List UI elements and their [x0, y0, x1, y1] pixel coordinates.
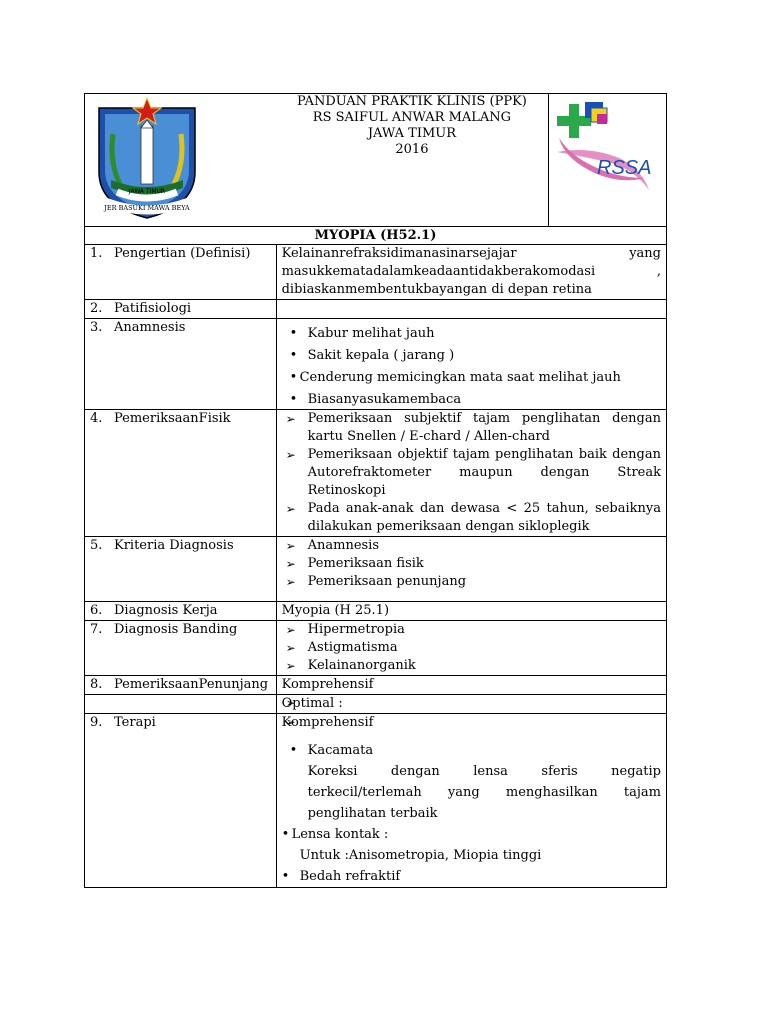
empty-cell	[85, 695, 277, 714]
title-row	[85, 227, 667, 245]
header-line-4: 2016	[395, 142, 429, 157]
physical-exam-list	[282, 410, 661, 536]
table-row	[85, 621, 667, 676]
row-title: Kriteria Diagnosis	[114, 538, 234, 553]
list-item: ➢ Pemeriksaan penunjang	[282, 573, 661, 591]
emblem-banner-text: JAWA TIMUR	[128, 188, 166, 195]
list-item: ➢ Astigmatisma	[282, 639, 661, 657]
row-title: Terapi	[114, 715, 156, 730]
list-item	[282, 740, 661, 824]
rssa-logo-text: RSSA	[596, 157, 652, 179]
supporting-exam-label: Komprehensif	[281, 677, 374, 692]
table-row	[85, 245, 667, 300]
row-number: 2.	[90, 301, 103, 316]
header-line-1: PANDUAN PRAKTIK KLINIS (PPK)	[297, 94, 527, 109]
definition-text: Kelainanrefraksidimanasinarsejajar yang masukkematadalamkeadaantidakberakomodasi , dibiaskanmembentukbayangan di depan retina	[276, 245, 666, 300]
row-title: PemeriksaanFisik	[114, 411, 231, 426]
row-number: 3.	[90, 320, 103, 335]
table-row	[85, 676, 667, 695]
list-item: • Sakit kepala ( jarang )	[282, 347, 661, 365]
row-number: 4.	[90, 411, 103, 426]
table-row	[85, 602, 667, 621]
row-title: Pengertian (Definisi)	[114, 246, 251, 261]
list-item: ➢ Pemeriksaan subjektif tajam penglihatan dengan kartu Snellen / E-chard / Allen-chard	[282, 410, 661, 446]
optimal-label: Optimal :	[281, 696, 343, 711]
row-title: Diagnosis Kerja	[114, 603, 218, 618]
row-number: 6.	[90, 603, 103, 618]
working-diagnosis-value: Myopia (H 25.1)	[276, 602, 666, 621]
list-item: • Biasanyasukamembaca	[282, 391, 661, 409]
pathophysiology-value	[276, 300, 666, 319]
table-row	[85, 300, 667, 319]
therapy-item-title: • Lensa kontak :	[291, 827, 389, 842]
therapy-item-detail: Koreksi dengan lensa sferis negatip terkecil/terlemah yang menghasilkan tajam penglihatan terbaik	[307, 764, 661, 821]
list-item: • Bedah refraktif	[274, 866, 661, 887]
header-line-2: RS SAIFUL ANWAR MALANG	[312, 110, 512, 125]
ppk-document	[84, 93, 667, 888]
table-row	[85, 537, 667, 602]
list-item: ➢ Pemeriksaan fisik	[282, 555, 661, 573]
row-number: 7.	[90, 622, 103, 637]
list-item: ➢ Kelainanorganik	[282, 657, 661, 675]
table-row	[85, 714, 667, 888]
therapy-item-title: • Kacamata	[307, 743, 374, 758]
list-item: ➢ Anamnesis	[282, 537, 661, 555]
differential-diagnosis-list	[282, 621, 661, 675]
ppk-table	[84, 93, 667, 888]
document-title: MYOPIA (H52.1)	[85, 227, 667, 245]
list-item: • Cenderung memicingkan mata saat melihat jauh	[282, 369, 661, 387]
row-number: 9.	[90, 715, 103, 730]
jawa-timur-emblem-icon	[91, 94, 203, 220]
list-item: • Kabur melihat jauh	[282, 325, 661, 343]
table-row	[85, 410, 667, 537]
table-row	[85, 695, 667, 714]
header-row	[85, 94, 667, 227]
header-title-cell	[276, 94, 548, 227]
list-item: ➢ Hipermetropia	[282, 621, 661, 639]
list-item	[274, 824, 661, 866]
therapy-list	[282, 740, 661, 887]
rssa-logo-cell	[548, 94, 666, 227]
therapy-item-detail: Untuk :Anisometropia, Miopia tinggi	[299, 848, 542, 863]
row-title: Diagnosis Banding	[114, 622, 238, 637]
rssa-logo-icon	[549, 94, 663, 218]
diagnosis-criteria-list	[282, 537, 661, 591]
emblem-cell	[85, 94, 277, 227]
row-title: Anamnesis	[114, 320, 186, 335]
row-number: 8.	[90, 677, 103, 692]
list-item: ➢ Pemeriksaan objektif tajam penglihatan baik dengan Autorefraktometer maupun dengan Streak Retinoskopi	[282, 446, 661, 500]
therapy-label: Komprehensif	[281, 715, 374, 730]
row-number: 5.	[90, 538, 103, 553]
row-number: 1.	[90, 246, 103, 261]
anamnesis-list	[282, 325, 661, 409]
row-title: Patifisiologi	[114, 301, 192, 316]
table-row	[85, 319, 667, 410]
emblem-motto-text: JER BASUKI MAWA BEYA	[104, 204, 190, 212]
row-title: PemeriksaanPenunjang	[114, 677, 269, 692]
header-line-3: JAWA TIMUR	[367, 126, 457, 141]
list-item: ➢ Pada anak-anak dan dewasa < 25 tahun, sebaiknya dilakukan pemeriksaan dengan sikloplegik	[282, 500, 661, 536]
